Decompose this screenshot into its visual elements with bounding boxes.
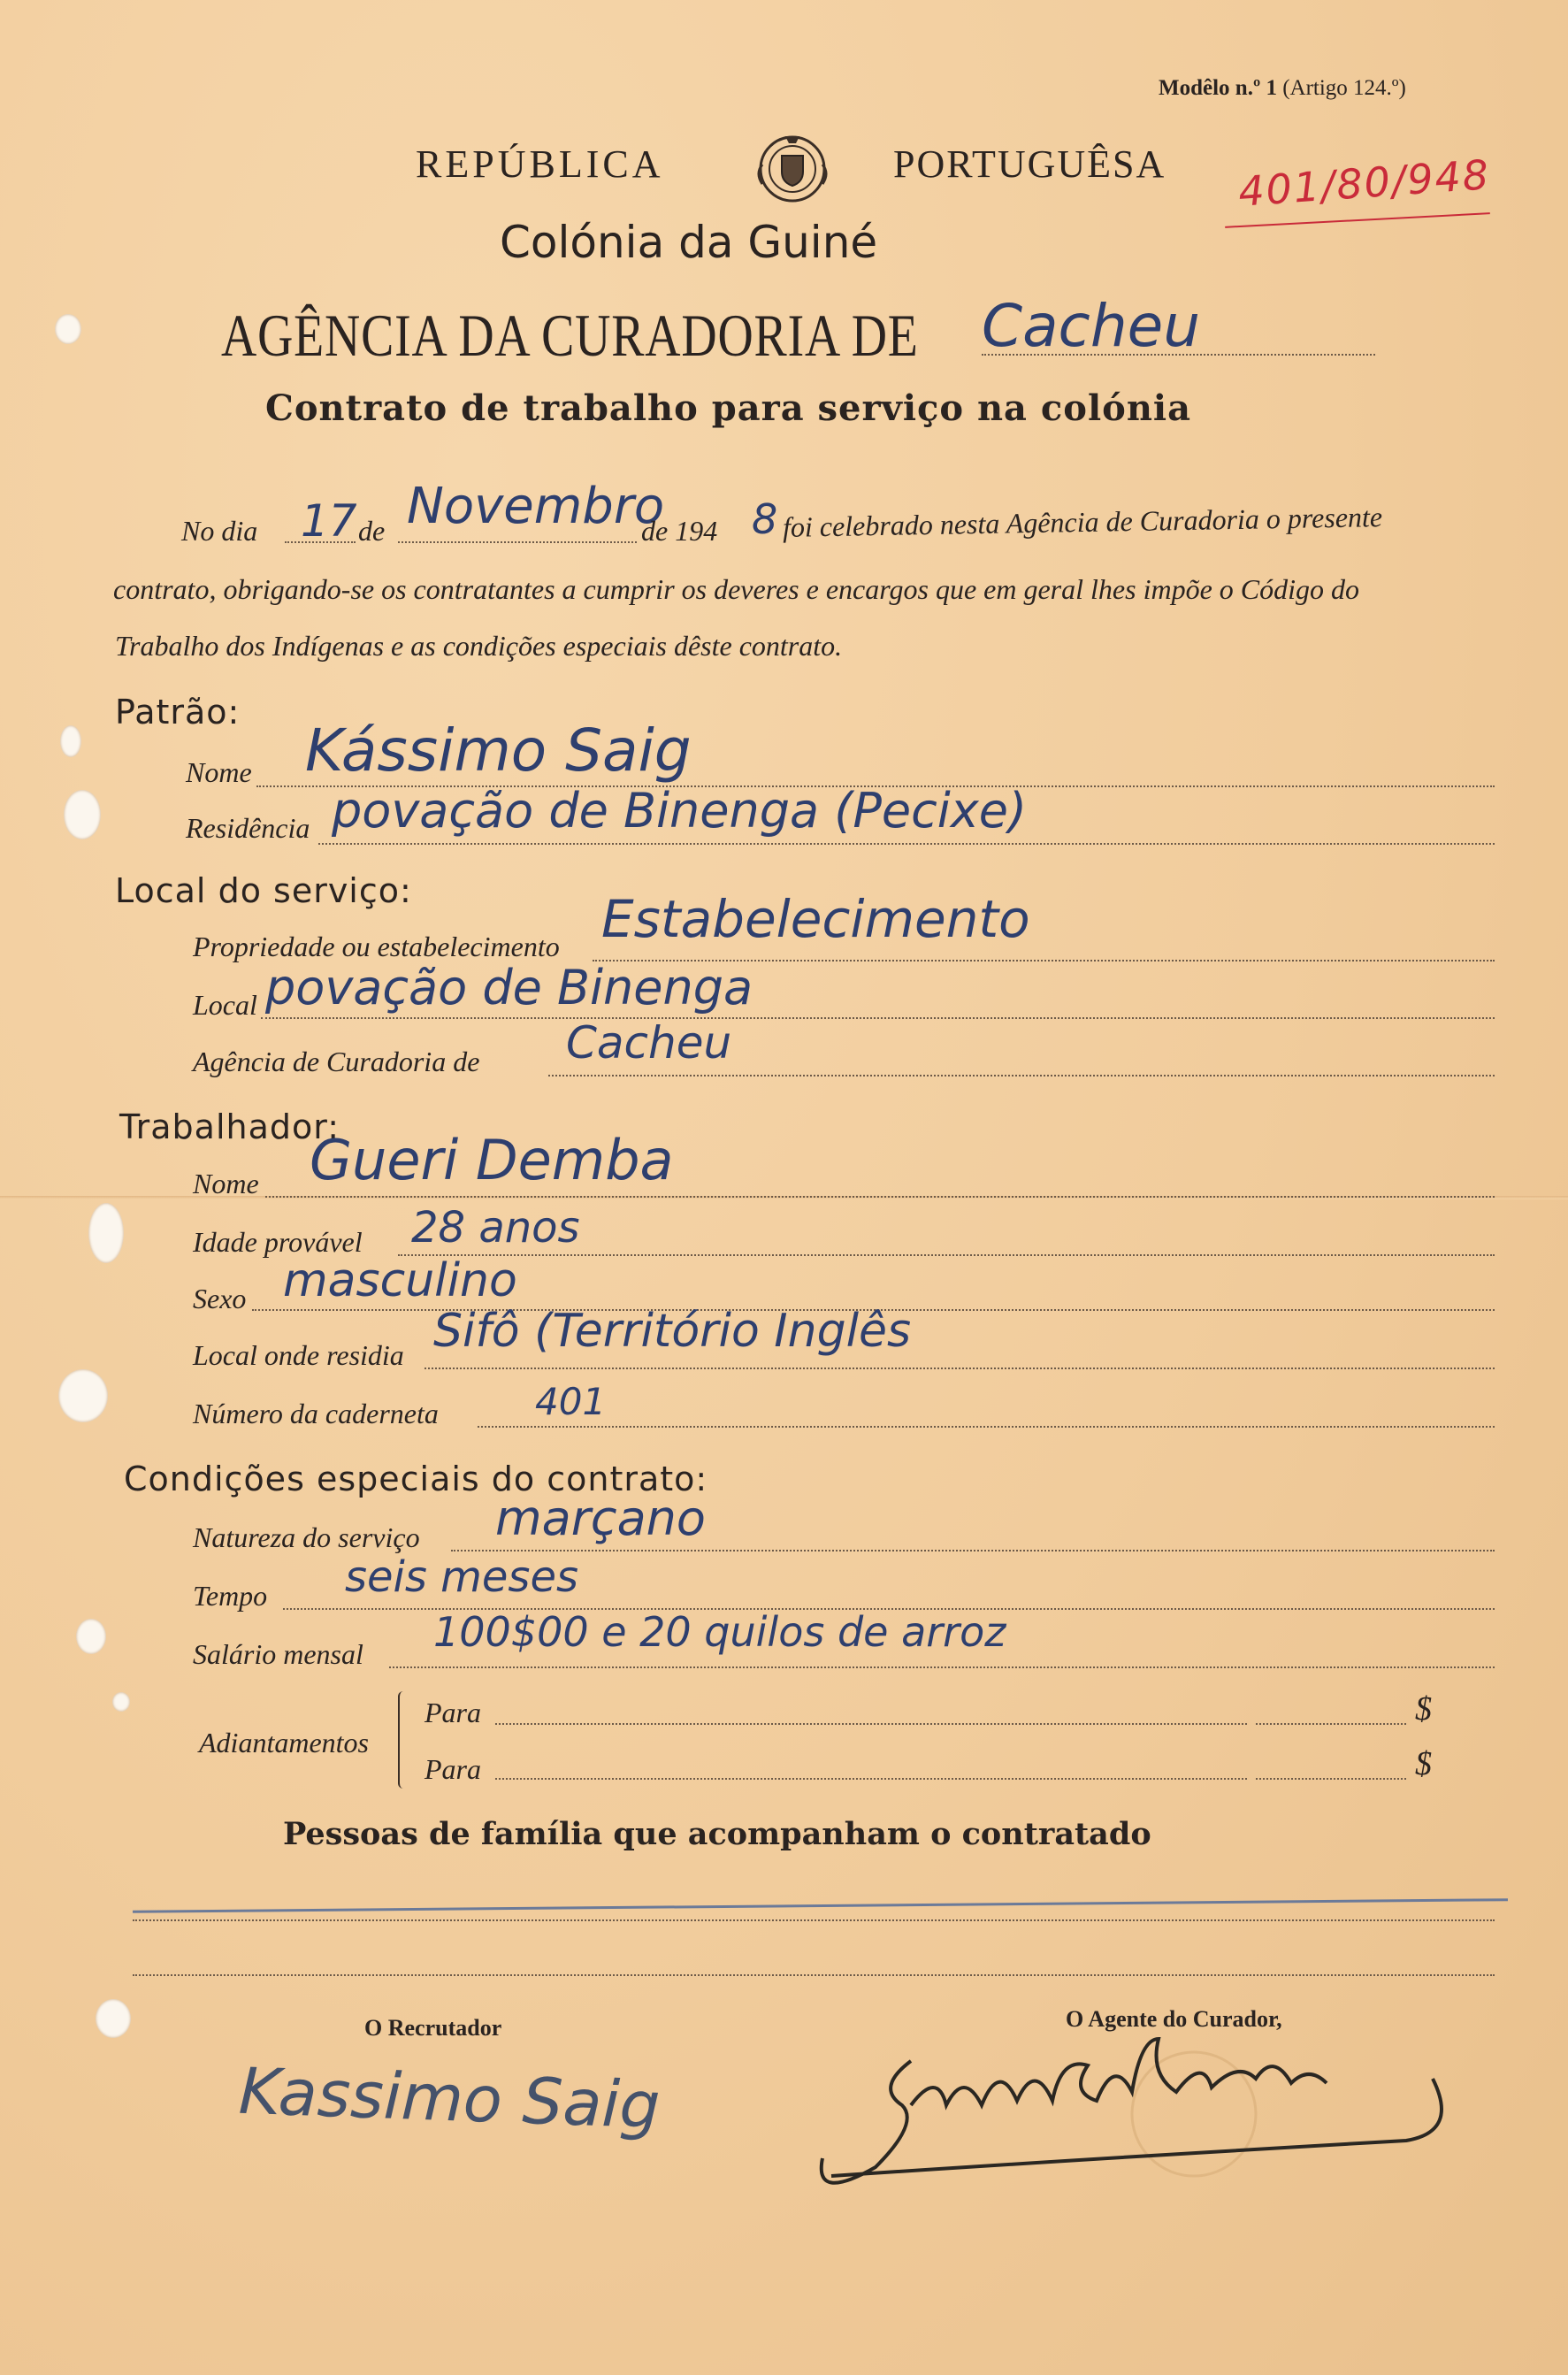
natureza-label: Natureza do serviço [193, 1521, 420, 1553]
intro-label-no-dia: No dia [181, 515, 258, 547]
agencia-curadoria-label: Agência de Curadoria de [193, 1046, 480, 1077]
para2-dotted-line [495, 1778, 1247, 1780]
local-label: Local [193, 989, 257, 1021]
header-republica: REPÚBLICA [416, 142, 664, 186]
caderneta-value: 401 [535, 1380, 607, 1423]
punch-hole [60, 725, 81, 757]
salario-label: Salário mensal [193, 1638, 363, 1670]
section-patrao: Patrão: [115, 693, 241, 732]
patrao-nome-value: Kássimo Saig [305, 716, 692, 785]
form-model-number: Modêlo n.º 1 (Artigo 124.º) [1159, 76, 1406, 100]
natureza-value: marçano [495, 1490, 706, 1546]
idade-label: Idade provável [193, 1226, 363, 1258]
trabalhador-nome-label: Nome [193, 1168, 259, 1199]
section-trabalhador: Trabalhador: [119, 1107, 340, 1146]
day-dotted-line [285, 541, 356, 543]
caderneta-label: Número da caderneta [193, 1398, 439, 1429]
intro-line1-rest: foi celebrado nesta Agência de Curadoria o presente [782, 501, 1383, 543]
para1-dotted-line [495, 1723, 1247, 1725]
tempo-value: seis meses [345, 1552, 578, 1602]
intro-line3: Trabalho dos Indígenas e as condições especiais dêste contrato. [115, 630, 843, 662]
para2-amount-dotted-line [1256, 1778, 1406, 1780]
agencia-curadoria-dotted-line [548, 1075, 1495, 1076]
para2-currency: $ [1415, 1745, 1432, 1782]
adiantamentos-label: Adiantamentos [199, 1727, 369, 1758]
para1-currency: $ [1415, 1690, 1432, 1728]
adiantamento-para-2: Para [425, 1753, 481, 1785]
colony-name: Colónia da Guiné [500, 217, 878, 268]
idade-dotted-line [398, 1254, 1495, 1256]
punch-hole [55, 314, 81, 344]
idade-value: 28 anos [411, 1203, 580, 1253]
residia-value: Sifô (Território Inglês [433, 1305, 912, 1358]
family-heading: Pessoas de família que acompanham o contratado [283, 1816, 1151, 1852]
adiantamentos-brace [398, 1691, 409, 1789]
residia-label: Local onde residia [193, 1339, 404, 1371]
curator-signature [814, 2008, 1486, 2185]
patrao-residencia-label: Residência [186, 812, 310, 844]
registration-number: 401/80/948 [1236, 150, 1492, 216]
local-dotted-line [261, 1017, 1495, 1019]
intro-line2: contrato, obrigando-se os contratantes a cumprir os deveres e encargos que em geral lhes impõe o Código do [113, 573, 1359, 605]
intro-year-digit: 8 [752, 495, 778, 543]
agency-title: AGÊNCIA DA CURADORIA DE [221, 302, 919, 369]
natureza-dotted-line [451, 1550, 1495, 1551]
header-portuguesa: PORTUGUÊSA [893, 142, 1166, 186]
trabalhador-nome-value: Gueri Demba [310, 1128, 674, 1192]
agency-name-handwritten: Cacheu [982, 292, 1201, 360]
trabalhador-nome-dotted-line [265, 1196, 1495, 1198]
intro-label-year: de 194 [641, 515, 718, 547]
recruiter-label: O Recrutador [364, 2015, 502, 2041]
agencia-curadoria-value: Cacheu [566, 1017, 732, 1069]
salario-value: 100$00 e 20 quilos de arroz [433, 1608, 1006, 1656]
agency-dotted-line [982, 354, 1375, 356]
para1-amount-dotted-line [1256, 1723, 1406, 1725]
local-value: povação de Binenga [265, 960, 753, 1015]
propriedade-label: Propriedade ou estabelecimento [193, 931, 560, 962]
intro-month: Novembro [407, 478, 665, 535]
family-dotted-line-1 [133, 1919, 1495, 1921]
intro-label-de: de [358, 515, 386, 547]
punch-hole [112, 1692, 130, 1712]
adiantamento-para-1: Para [425, 1697, 481, 1728]
recruiter-signature: Kassimo Saig [237, 2053, 662, 2143]
patrao-residencia-value: povação de Binenga (Pecixe) [332, 783, 1028, 839]
sexo-value: masculino [283, 1254, 517, 1307]
tempo-label: Tempo [193, 1580, 268, 1612]
section-local-servico: Local do serviço: [115, 871, 412, 910]
propriedade-value: Estabelecimento [601, 889, 1030, 949]
coat-of-arms-icon [750, 129, 835, 205]
salario-dotted-line [389, 1666, 1495, 1668]
contract-title: Contrato de trabalho para serviço na colónia [265, 387, 1192, 429]
caderneta-dotted-line [478, 1426, 1495, 1428]
sexo-label: Sexo [193, 1283, 247, 1314]
registration-underline [1225, 212, 1490, 228]
residia-dotted-line [425, 1368, 1495, 1369]
patrao-nome-label: Nome [186, 756, 252, 788]
family-dotted-line-2 [133, 1974, 1495, 1976]
punch-hole [76, 1619, 106, 1654]
punch-hole [64, 790, 101, 839]
curator-agent-label: O Agente do Curador, [1066, 2006, 1282, 2032]
section-condicoes: Condições especiais do contrato: [124, 1459, 708, 1498]
intro-day: 17 [301, 495, 357, 547]
punch-hole [96, 1999, 131, 2038]
punch-hole [88, 1203, 124, 1263]
punch-hole [58, 1369, 108, 1422]
month-dotted-line [398, 541, 637, 543]
family-strike-line [133, 1898, 1508, 1913]
patrao-residencia-dotted-line [318, 843, 1495, 845]
